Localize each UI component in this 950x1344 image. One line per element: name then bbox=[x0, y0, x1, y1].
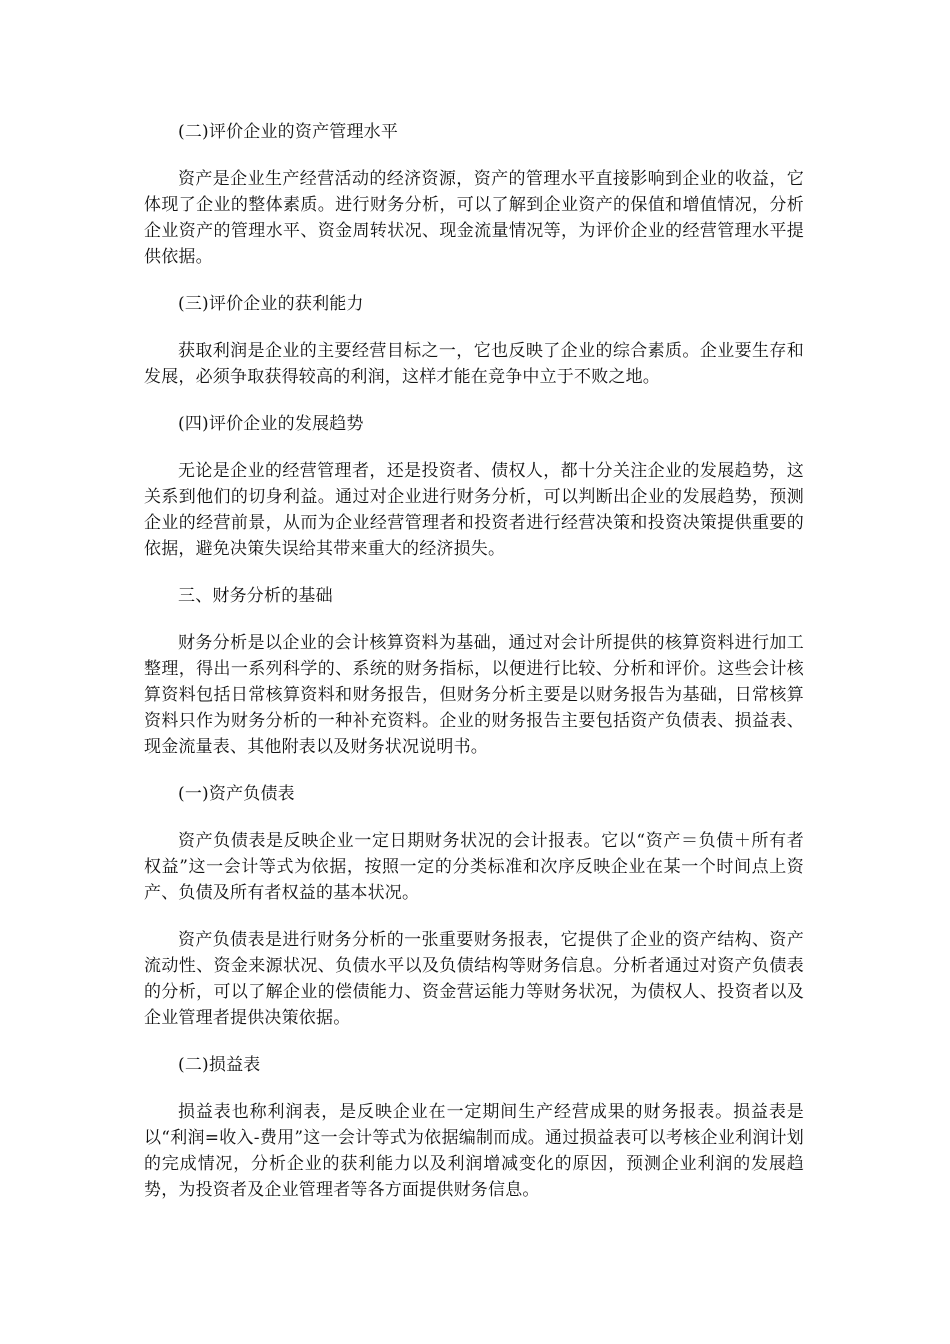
paragraph-asset-management: 资产是企业生产经营活动的经济资源，资产的管理水平直接影响到企业的收益，它体现了企业的整体素质。进行财务分析，可以了解到企业资产的保值和增值情况，分析企业资产的管理水平、资金周转状况、现金流量情况等，为评价企业的经营管理水平提供依据。 bbox=[144, 169, 804, 267]
section-heading-balance-sheet: (一)资产负债表 bbox=[178, 784, 295, 804]
paragraph-development-trend: 无论是企业的经营管理者，还是投资者、债权人，都十分关注企业的发展趋势，这关系到他们的切身利益。通过对企业进行财务分析，可以判断出企业的发展趋势，预测企业的经营前景，从而为企业经营管理者和投资者进行经营决策和投资决策提供重要的依据，避免决策失误给其带来重大的经济损失。 bbox=[144, 461, 804, 559]
section-heading-asset-management: (二)评价企业的资产管理水平 bbox=[178, 122, 399, 142]
document-body bbox=[144, 119, 804, 1224]
section-heading-development-trend: (四)评价企业的发展趋势 bbox=[178, 414, 364, 434]
paragraph-profitability: 获取利润是企业的主要经营目标之一，它也反映了企业的综合素质。企业要生存和发展，必须争取获得较高的利润，这样才能在竞争中立于不败之地。 bbox=[144, 341, 804, 387]
paragraph-analysis-basis: 财务分析是以企业的会计核算资料为基础，通过对会计所提供的核算资料进行加工整理，得出一系列科学的、系统的财务指标，以便进行比较、分析和评价。这些会计核算资料包括日常核算资料和财务报告，但财务分析主要是以财务报告为基础，日常核算资料只作为财务分析的一种补充资料。企业的财务报告主要包括资产负债表、损益表、现金流量表、其他附表以及财务状况说明书。 bbox=[144, 633, 804, 757]
section-heading-income-statement: (二)损益表 bbox=[178, 1055, 261, 1075]
paragraph-balance-sheet-analysis: 资产负债表是进行财务分析的一张重要财务报表，它提供了企业的资产结构、资产流动性、资金来源状况、负债水平以及负债结构等财务信息。分析者通过对资产负债表的分析，可以了解企业的偿债能力、资金营运能力等财务状况，为债权人、投资者以及企业管理者提供决策依据。 bbox=[144, 930, 804, 1028]
paragraph-income-statement: 损益表也称利润表，是反映企业在一定期间生产经营成果的财务报表。损益表是以“利润=收入-费用”这一会计等式为依据编制而成。通过损益表可以考核企业利润计划的完成情况，分析企业的获利能力以及利润增减变化的原因，预测企业利润的发展趋势，为投资者及企业管理者等各方面提供财务信息。 bbox=[144, 1102, 804, 1200]
section-heading-analysis-basis: 三、财务分析的基础 bbox=[178, 586, 333, 606]
paragraph-balance-sheet-definition: 资产负债表是反映企业一定日期财务状况的会计报表。它以“资产＝负债＋所有者权益”这一会计等式为依据，按照一定的分类标准和次序反映企业在某一个时间点上资产、负债及所有者权益的基本状况。 bbox=[144, 831, 804, 903]
section-heading-profitability: (三)评价企业的获利能力 bbox=[178, 294, 364, 314]
